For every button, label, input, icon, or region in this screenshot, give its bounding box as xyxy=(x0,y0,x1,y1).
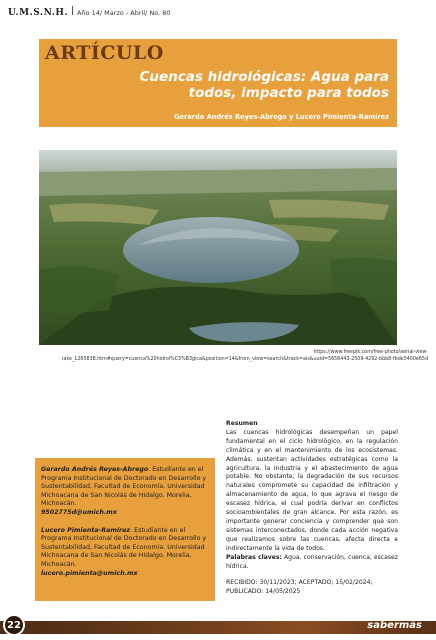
author1-name: Gerardo Andrés Reyes-Abrego xyxy=(41,466,149,473)
page-footer xyxy=(0,610,436,640)
author1-affiliation: . Estudiante en el Programa Institucional de Doctorado en Desarrollo y Sustentabilidad, Facultad de Economía. Universidad Michoacana de San Nicolás de Hidalgo. Morelia, Michoacán. xyxy=(41,466,207,508)
author-sidebar xyxy=(35,458,215,601)
header-divider xyxy=(72,6,73,15)
brand-logo: sabermás xyxy=(367,620,422,631)
article-dates xyxy=(226,579,398,597)
issue-info: Año 14/ Marzo - Abril/ No. 80 xyxy=(76,9,171,17)
author1-email: 9502775d@umich.mx xyxy=(41,508,117,516)
keywords-line xyxy=(226,554,398,572)
author1-bio xyxy=(41,466,209,509)
received-dates: RECIBIDO: 30/11/2023; ACEPTADO; 15/02/2024; xyxy=(226,579,373,587)
article-authors: Gerardo Andrés Reyes-Abrego y Lucero Pimienta-Ramírez xyxy=(174,113,389,121)
author2-email: lucero.pimienta@umich.mx xyxy=(41,569,138,577)
abstract-body: Las cuencas hidrológicas desempeñan un papel fundamental en el ciclo hidrológico, en la regulación climática y en el mantenimiento de los ecosistemas. Además, sustentan actividades estratégicas como la agricultura, la industria y el abastecimiento de agua potable. No obstante, la degradación de sus recursos naturales compromete su capacidad de infiltración y almacenamiento de agua, lo que agrava el riesgo de escasez hídrica, el cual podría derivar en conflictos socioambientales de gran alcance. Por esta razón, es importante generar conciencia y comprender que son sistemas interconectados, donde cada acción negativa que realizamos sobre las cuencas, afecta directa e indirectamente la vida de todos. xyxy=(226,428,398,552)
author2-affiliation: . Estudiante en el Programa Institucional de Doctorado en Desarrollo y Sustentabilidad, Facultad de Economía. Universidad Michoacana de San Nicolás de Hidalgo. Morelia, Michoacán. xyxy=(41,526,207,568)
aerial-lake-photo xyxy=(39,150,397,345)
author2-name: Lucero Pimienta-Ramírez xyxy=(41,526,131,534)
sidebar-spacer xyxy=(41,518,209,527)
section-kicker: ARTÍCULO xyxy=(45,42,164,64)
keywords-list: Agua, conservación, cuenca, escasez hídrica. xyxy=(226,553,399,570)
page-number: 22 xyxy=(3,614,25,636)
abstract-heading: Resumen xyxy=(226,420,258,427)
abstract-block xyxy=(226,420,398,597)
published-date: PUBLICADO: 14/05/2025 xyxy=(226,588,301,596)
keywords-label: Palabras claves: xyxy=(226,553,282,561)
title-banner xyxy=(39,39,397,127)
university-name: U.M.S.N.H. xyxy=(8,8,68,18)
article-title: Cuencas hidrológicas: Agua para todos, impacto para todos xyxy=(139,69,389,101)
lake-landscape-image xyxy=(39,150,397,345)
photo-credit: https://www.freepik.com/free-photo/aerial-view-lake_1265838.htm#query=cuenca%20hidrol%C3%B3gica&position=14&from_view=search&track=ais&uuid=5656443-2509-4292-bbb8-fbde5400e65d xyxy=(62,350,428,362)
author2-bio xyxy=(41,527,209,570)
page-header xyxy=(8,6,171,18)
